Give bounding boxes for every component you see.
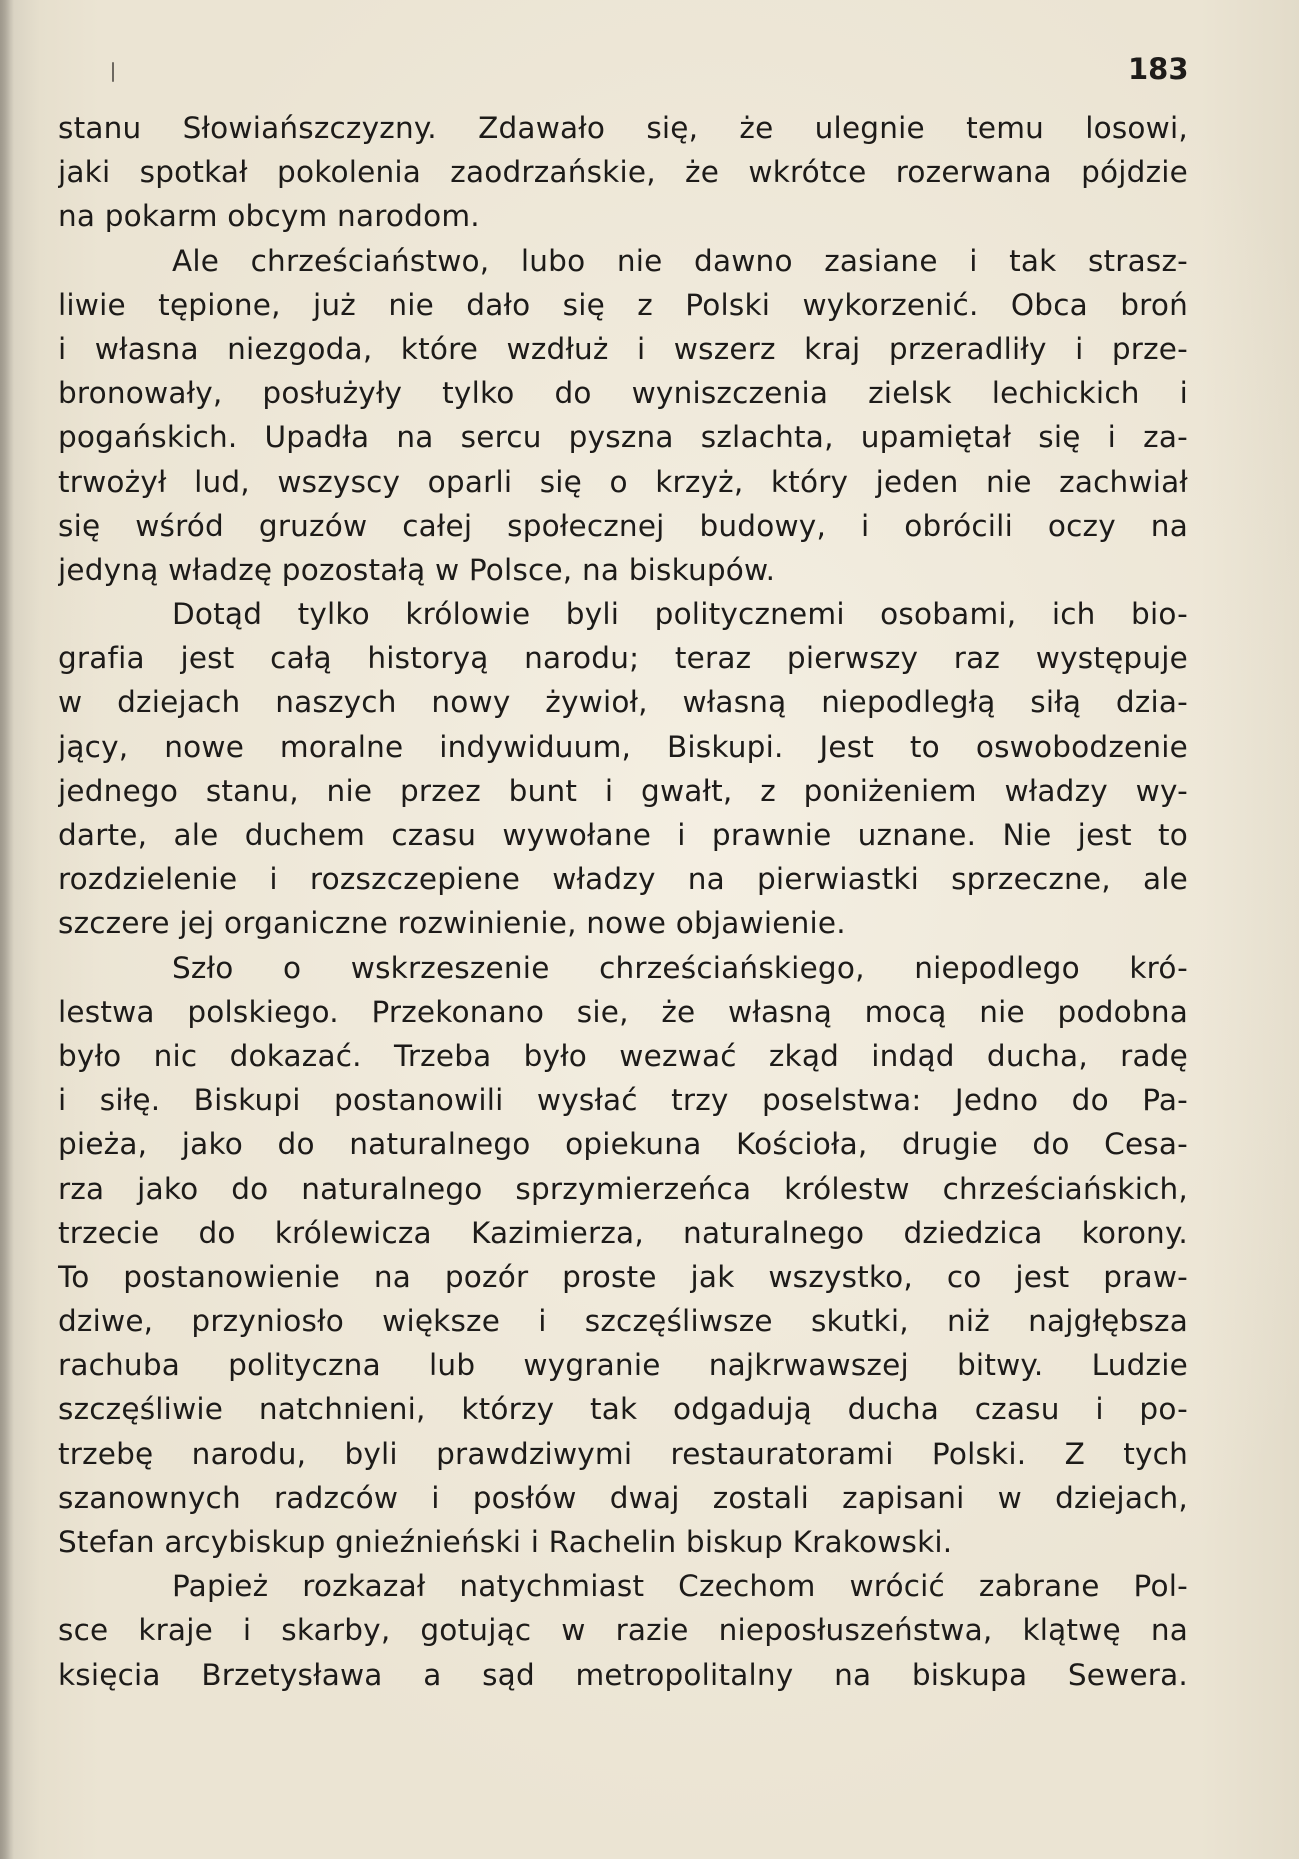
page-mark: [112, 62, 114, 82]
paragraph-1: [58, 106, 1188, 239]
text-line: trwożył lud, wszyscy oparli się o krzyż, który jeden nie zachwiał: [58, 464, 1188, 499]
text-line: pieża, jako do naturalnego opiekuna Kościoła, drugie do Cesa-: [58, 1127, 1188, 1162]
text-line: jący, nowe moralne indywiduum, Biskupi. Jest to oswobodzenie: [58, 729, 1188, 764]
text-line: jednego stanu, nie przez bunt i gwałt, z poniżeniem władzy wy-: [58, 773, 1188, 808]
text-line: jaki spotkał pokolenia zaodrzańskie, że wkrótce rozerwana pójdzie: [58, 155, 1188, 190]
text-line: pogańskich. Upadła na sercu pyszna szlachta, upamiętał się i za-: [58, 420, 1188, 455]
paragraph-4: [58, 946, 1188, 1565]
text-line: stanu Słowiańszczyzny. Zdawało się, że ulegnie temu losowi,: [58, 111, 1188, 145]
text-line: na pokarm obcym narodom.: [58, 199, 480, 234]
text-line: bronowały, posłużyły tylko do wyniszczenia zielsk lechickich i: [58, 376, 1188, 411]
text-line: rza jako do naturalnego sprzymierzeńca królestw chrześciańskich,: [58, 1171, 1188, 1206]
text-line: się wśród gruzów całej społecznej budowy, i obrócili oczy na: [58, 508, 1188, 543]
text-line: szczęśliwie natchnieni, którzy tak odgadują ducha czasu i po-: [58, 1392, 1188, 1427]
text-line: To postanowienie na pozór proste jak wszystko, co jest praw-: [58, 1259, 1188, 1294]
text-line: księcia Brzetysława a sąd metropolitalny na biskupa Sewera.: [58, 1657, 1188, 1692]
text-line: było nic dokazać. Trzeba było wezwać zkąd indąd ducha, radę: [58, 1038, 1188, 1073]
text-line: sce kraje i skarby, gotując w razie nieposłuszeństwa, klątwę na: [58, 1613, 1188, 1648]
page-number: 183: [1128, 52, 1189, 86]
text-line: rachuba polityczna lub wygranie najkrwawszej bitwy. Ludzie: [58, 1348, 1188, 1383]
text-line: liwie tępione, już nie dało się z Polski wykorzenić. Obca broń: [58, 287, 1188, 322]
text-line: grafia jest całą historyą narodu; teraz pierwszy raz występuje: [58, 641, 1188, 676]
text-line: szanownych radzców i posłów dwaj zostali zapisani w dziejach,: [58, 1480, 1188, 1515]
text-line: trzebę narodu, byli prawdziwymi restauratorami Polski. Z tych: [58, 1436, 1188, 1471]
text-line: w dziejach naszych nowy żywioł, własną niepodległą siłą dzia-: [58, 685, 1188, 720]
text-line: Dotąd tylko królowie byli politycznemi osobami, ich bio-: [172, 597, 1188, 632]
text-line: i siłę. Biskupi postanowili wysłać trzy poselstwa: Jedno do Pa-: [58, 1083, 1188, 1118]
paragraph-3: [58, 592, 1188, 946]
body-text: [58, 106, 1188, 1697]
text-line: Stefan arcybiskup gnieźnieński i Rachelin biskup Krakowski.: [58, 1525, 953, 1559]
text-line: Papież rozkazał natychmiast Czechom wrócić zabrane Pol-: [172, 1569, 1188, 1604]
text-line: Ale chrześciaństwo, lubo nie dawno zasiane i tak strasz-: [172, 243, 1188, 278]
text-line: rozdzielenie i rozszczepiene władzy na pierwiastki sprzeczne, ale: [58, 862, 1188, 897]
text-line: trzecie do królewicza Kazimierza, naturalnego dziedzica korony.: [58, 1215, 1188, 1250]
text-line: Szło o wskrzeszenie chrześciańskiego, niepodlego kró-: [172, 950, 1188, 985]
binding-shadow: [0, 0, 14, 1859]
text-line: darte, ale duchem czasu wywołane i prawnie uznane. Nie jest to: [58, 818, 1188, 852]
text-line: jedyną władzę pozostałą w Polsce, na biskupów.: [58, 552, 776, 587]
text-line: dziwe, przyniosło większe i szczęśliwsze skutki, niż najgłębsza: [58, 1304, 1188, 1339]
paragraph-2: [58, 239, 1188, 593]
text-line: szczere jej organiczne rozwinienie, nowe objawienie.: [58, 906, 846, 941]
text-line: lestwa polskiego. Przekonano sie, że własną mocą nie podobna: [58, 994, 1188, 1029]
paragraph-5: [58, 1564, 1188, 1697]
text-line: i własna niezgoda, które wzdłuż i wszerz kraj przeradliły i prze-: [58, 331, 1188, 366]
